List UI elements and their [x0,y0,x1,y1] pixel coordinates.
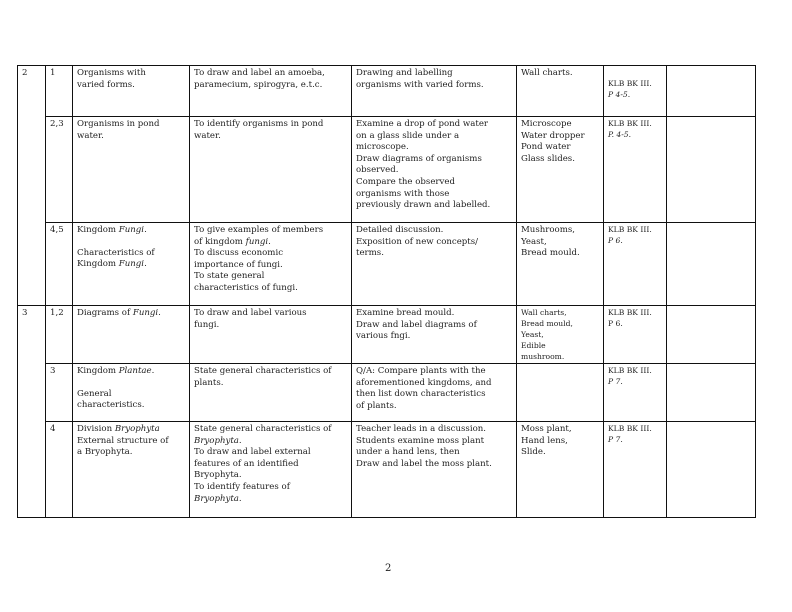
cell-line: features of an identified [194,458,299,469]
cell-line: mushroom. [521,352,565,361]
page-number: 2 [385,563,392,574]
cell-line: characteristics. [77,400,145,411]
cell-line: Exposition of new concepts/ [356,236,479,247]
remarks-cell [667,364,756,422]
cell-line: Organisms in pond [77,119,160,129]
topic-cell [73,117,190,223]
references-cell [604,306,667,364]
resources-cell [517,117,604,223]
cell-line: Kingdom Fungi. [77,259,147,270]
cell-line [608,90,662,101]
cell-line: State general characteristics of [194,424,332,434]
cell-line: on a glass slide under a [356,130,460,141]
cell-line: External structure of [77,435,169,446]
cell-line: KLB BK III. [608,308,652,317]
italic-term: P 6. [608,236,623,245]
activities-cell [352,306,517,364]
topic-cell [73,306,190,364]
cell-line: fungi. [194,319,220,330]
cell-line: organisms with varied forms. [356,79,484,90]
cell-line: varied forms. [77,79,135,90]
cell-line: To draw and label various [194,308,307,318]
references-cell [604,364,667,422]
cell-line: Bryophyta. [194,493,242,504]
cell-line: To draw and label external [194,447,311,458]
remarks-cell [667,66,756,117]
italic-term: Bryophyta [194,435,239,446]
lesson-cell: 3 [46,364,73,422]
cell-line: Drawing and labelling [356,68,453,78]
topic-cell [73,422,190,518]
cell-line [608,435,662,446]
italic-term: Bryophyta [114,424,160,434]
resources-cell [517,364,604,422]
cell-line: previously drawn and labelled. [356,200,491,211]
cell-line: Examine a drop of pond water [356,119,489,129]
italic-term: P. 4-5. [608,130,632,139]
cell-line: Draw and label the moss plant. [356,458,492,469]
remarks-cell [667,422,756,518]
table-row [18,364,756,422]
references-cell [604,66,667,117]
cell-line: various fngi. [356,331,411,342]
activities-cell [352,223,517,306]
cell-line: To draw and label an amoeba, [194,68,325,78]
resources-cell [517,306,604,364]
italic-term: Fungi [118,225,145,235]
cell-line: microscope. [356,142,409,153]
references-cell [604,422,667,518]
cell-line: of plants. [356,400,397,411]
cell-line: Hand lens, [521,435,568,446]
resources-cell [517,66,604,117]
lesson-cell: 1,2 [46,306,73,364]
table-row [18,66,756,117]
italic-term: Bryophyta [194,493,239,504]
cell-line: Microscope [521,119,572,129]
topic-cell [73,223,190,306]
cell-line: Bread mould. [521,248,580,259]
cell-line: To discuss economic [194,248,284,259]
cell-line: To identify organisms in pond [194,119,324,129]
cell-line: KLB BK III. [608,119,652,128]
italic-term: Plantae [118,366,152,376]
italic-term: P 4-5. [608,90,631,99]
cell-line: To give examples of members [194,225,324,235]
objectives-cell [190,422,352,518]
cell-line: paramecium, spirogyra, e.t.c. [194,79,323,90]
cell-line: Draw and label diagrams of [356,319,477,330]
cell-line: plants. [194,377,224,388]
activities-cell [352,117,517,223]
cell-line: a Bryophyta. [77,447,133,458]
cell-line: KLB BK III. [608,79,652,88]
cell-line [608,377,662,388]
cell-line: then list down characteristics [356,389,486,400]
cell-line: Yeast, [521,236,547,247]
week-cell: 2 [18,66,46,306]
table-row [18,306,756,364]
italic-term: Fungi [118,259,145,270]
cell-line: Students examine moss plant [356,435,485,446]
cell-line: Pond water [521,142,571,153]
table-row [18,422,756,518]
lesson-cell: 4 [46,422,73,518]
cell-line: Kingdom Plantae. [77,366,155,376]
cell-line: Slide. [521,447,546,458]
lesson-cell: 4,5 [46,223,73,306]
cell-line: Kingdom Fungi. [77,225,147,235]
cell-line [77,378,185,389]
cell-line: Moss plant, [521,424,572,434]
cell-line [608,68,662,79]
objectives-cell [190,66,352,117]
objectives-cell [190,117,352,223]
cell-line: Division Bryophyta [77,424,160,434]
cell-line: Wall charts, [521,308,567,317]
cell-line: Detailed discussion. [356,225,444,235]
cell-line: importance of fungi. [194,259,283,270]
italic-term: fungi [245,236,269,247]
cell-line: Q/A: Compare plants with the [356,366,486,376]
cell-line: characteristics of fungi. [194,282,298,293]
cell-line: water. [194,130,221,141]
topic-cell [73,66,190,117]
lesson-cell: 1 [46,66,73,117]
cell-line: KLB BK III. [608,366,652,375]
cell-line: Bread mould, [521,319,573,328]
cell-line: Yeast, [521,330,544,339]
resources-cell [517,422,604,518]
cell-line: Bryophyta. [194,470,242,481]
cell-line: aforementioned kingdoms, and [356,377,492,388]
cell-line: To identify features of [194,481,290,492]
italic-term: P 7. [608,435,623,444]
activities-cell [352,66,517,117]
cell-line: Bryophyta. [194,435,242,446]
remarks-cell [667,306,756,364]
cell-line: observed. [356,165,399,176]
cell-line: Water dropper [521,130,585,141]
cell-line: Compare the observed [356,176,455,187]
cell-line: Teacher leads in a discussion. [356,424,487,434]
cell-line: terms. [356,248,384,259]
cell-line: State general characteristics of [194,366,332,376]
cell-line: Mushrooms, [521,225,576,235]
cell-line: Diagrams of Fungi. [77,308,161,318]
cell-line: General [77,388,112,399]
activities-cell [352,364,517,422]
week-cell: 3 [18,306,46,518]
table-row [18,223,756,306]
cell-line [77,237,185,248]
objectives-cell [190,306,352,364]
scheme-of-work-table [17,65,756,518]
cell-line: water. [77,130,104,141]
cell-line: Draw diagrams of organisms [356,153,482,164]
resources-cell [517,223,604,306]
cell-line: of kingdom fungi. [194,236,271,247]
cell-line: To state general [194,271,265,282]
table-row [18,117,756,223]
references-cell [604,223,667,306]
activities-cell [352,422,517,518]
cell-line [608,236,662,247]
cell-line [608,130,662,141]
italic-term: Fungi [132,308,159,318]
objectives-cell [190,223,352,306]
topic-cell [73,364,190,422]
objectives-cell [190,364,352,422]
remarks-cell [667,223,756,306]
cell-line: KLB BK III. [608,225,652,234]
cell-line: Wall charts. [521,68,573,78]
cell-line: organisms with those [356,188,450,199]
cell-line: Organisms with [77,68,146,78]
lesson-cell: 2,3 [46,117,73,223]
cell-line: Edible [521,341,546,350]
cell-line: Characteristics of [77,247,155,258]
cell-line: Examine bread mould. [356,308,455,318]
references-cell [604,117,667,223]
cell-line: KLB BK III. [608,424,652,433]
cell-line: under a hand lens, then [356,447,460,458]
cell-line: Glass slides. [521,153,575,164]
cell-line: P 6. [608,319,623,328]
italic-term: P 7. [608,377,623,386]
remarks-cell [667,117,756,223]
